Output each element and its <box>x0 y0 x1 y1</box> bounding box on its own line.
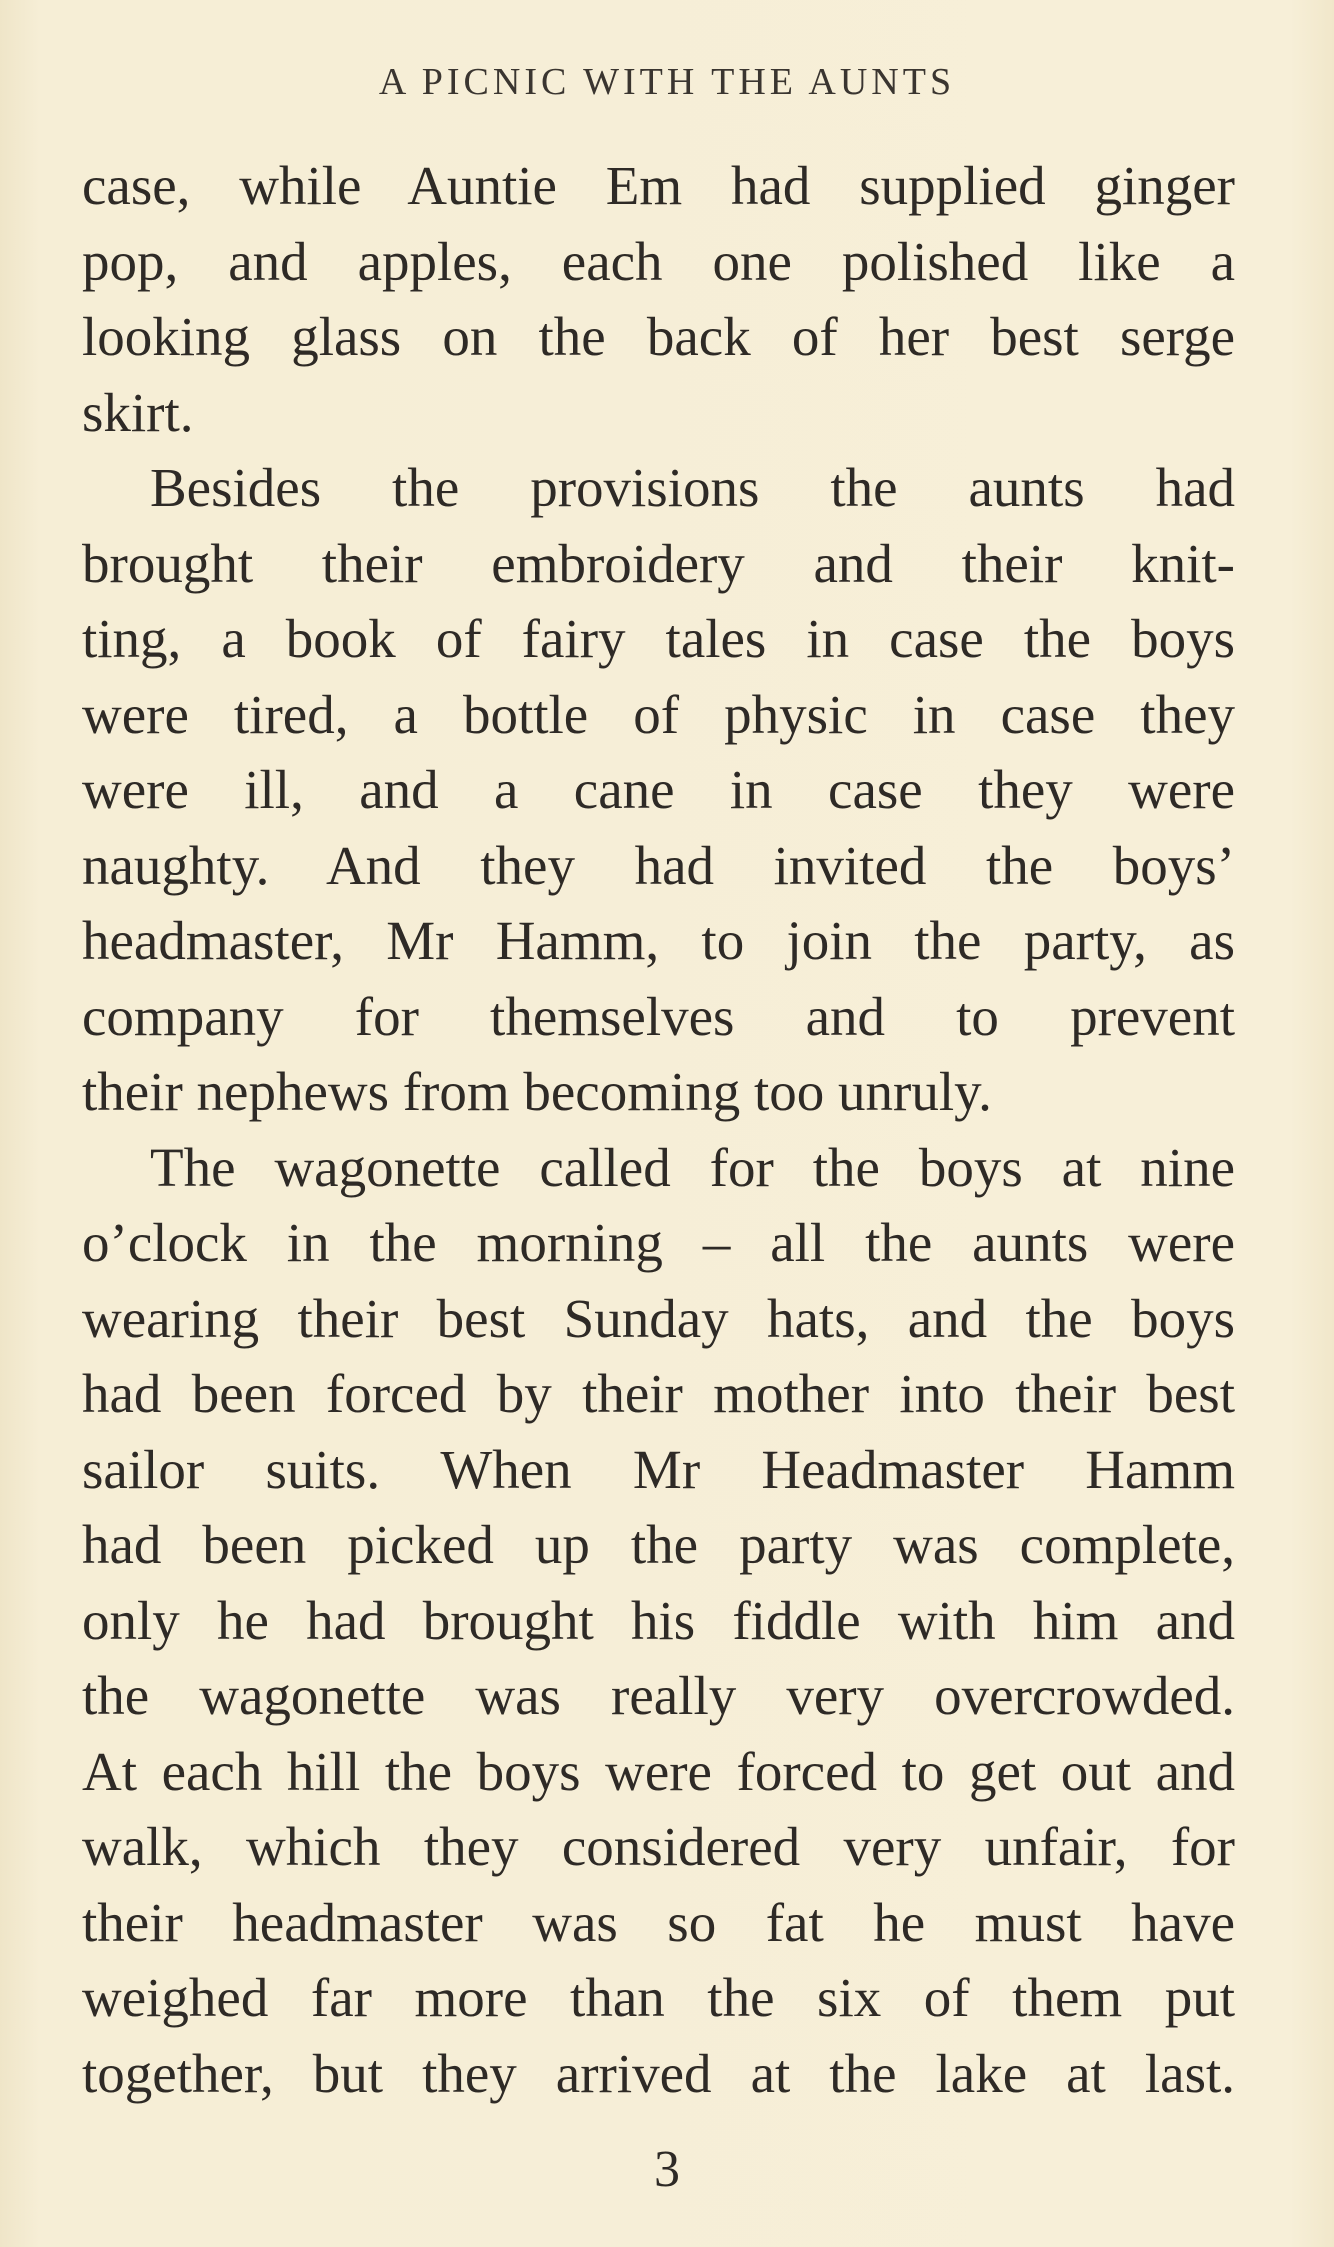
text-line: weighed far more than the six of them put <box>82 1967 1235 2028</box>
text-line: company for themselves and to prevent <box>82 985 1235 1047</box>
text-line: skirt. <box>82 381 194 443</box>
text-line: looking glass on the back of her best serge <box>82 306 1235 367</box>
body-text <box>82 148 1235 2111</box>
text-line: wearing their best Sunday hats, and the boys <box>82 1287 1235 1349</box>
text-line: their headmaster was so fat he must have <box>82 1891 1235 1953</box>
text-line: case, while Auntie Em had supplied ginger <box>82 155 1235 216</box>
page-number: 3 <box>654 2141 680 2198</box>
text-line: the wagonette was really very overcrowded. <box>82 1665 1235 1726</box>
text-line: had been picked up the party was complete, <box>82 1514 1235 1575</box>
running-head: A PICNIC WITH THE AUNTS <box>378 61 956 103</box>
text-line: were ill, and a cane in case they were <box>82 759 1235 820</box>
text-line: pop, and apples, each one polished like a <box>82 230 1235 292</box>
text-line: Besides the provisions the aunts had <box>150 457 1235 518</box>
text-line: had been forced by their mother into their best <box>82 1363 1235 1424</box>
text-line: were tired, a bottle of physic in case they <box>82 683 1235 745</box>
text-line: brought their embroidery and their knit- <box>82 532 1235 594</box>
text-line: ting, a book of fairy tales in case the boys <box>82 608 1235 669</box>
text-line: naughty. And they had invited the boys’ <box>82 834 1235 896</box>
text-line: The wagonette called for the boys at nine <box>150 1136 1235 1198</box>
text-line: At each hill the boys were forced to get out and <box>82 1740 1235 1802</box>
text-line: together, but they arrived at the lake at last. <box>82 2042 1235 2104</box>
text-line: sailor suits. When Mr Headmaster Hamm <box>82 1438 1235 1500</box>
text-line: headmaster, Mr Hamm, to join the party, as <box>82 910 1235 971</box>
text-line: walk, which they considered very unfair, for <box>82 1816 1235 1877</box>
text-line: only he had brought his fiddle with him and <box>82 1589 1235 1651</box>
text-line: o’clock in the morning – all the aunts were <box>82 1212 1235 1273</box>
text-line: their nephews from becoming too unruly. <box>82 1061 992 1122</box>
